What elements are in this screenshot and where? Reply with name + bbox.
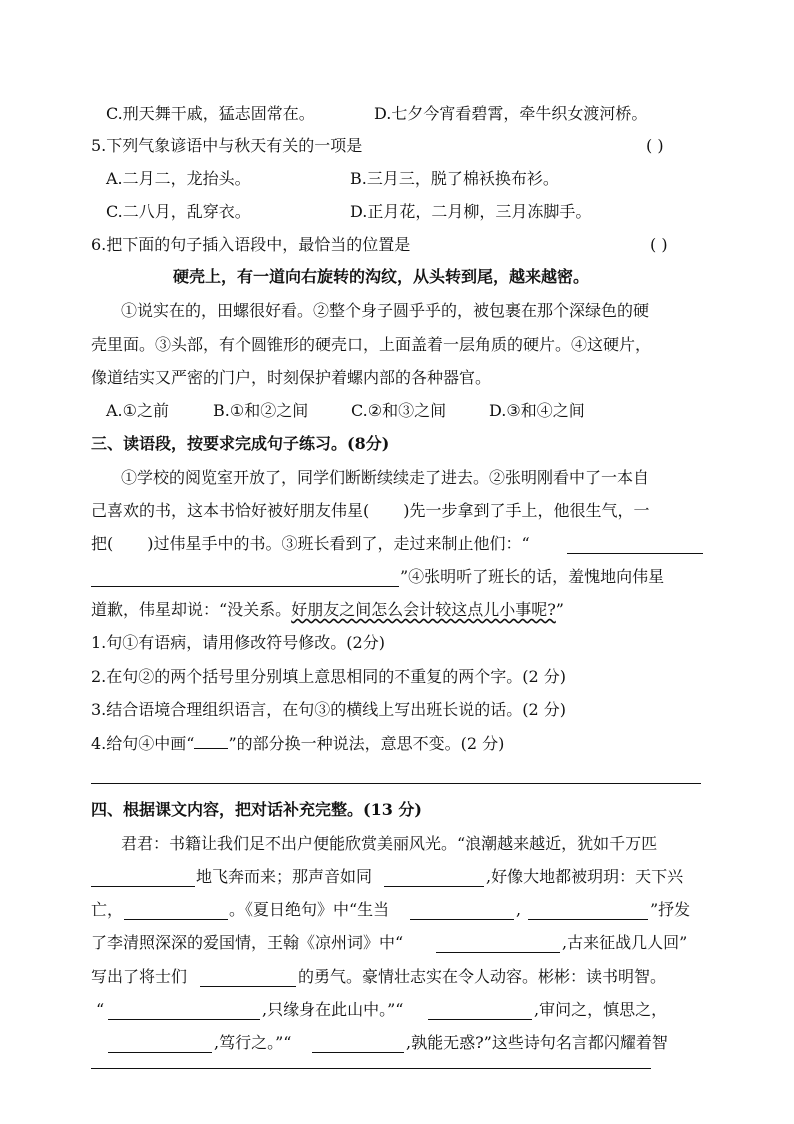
q5-answer-paren[interactable]: ( ) xyxy=(646,136,664,155)
sec4-line-3-d: ”抒发 xyxy=(650,900,691,919)
sec4-line-3-b: 。《夏日绝句》中“生当 xyxy=(229,900,390,919)
q6-insert-sentence: 硬壳上，有一道向右旋转的沟纹，从头转到尾，越来越密。 xyxy=(173,267,590,286)
sec4-blank-6[interactable] xyxy=(436,936,560,953)
sec4-line-6-a: “ xyxy=(96,1000,105,1019)
sec4-bottom-line[interactable] xyxy=(91,1068,651,1069)
q6-passage-line-2: 壳里面。③头部，有个圆锥形的硬壳口，上面盖着一层角质的硬片。④这硬片， xyxy=(91,335,652,354)
q6-passage-line-1: ①说实在的，田螺很好看。②整个身子圆乎乎的，被包裹在那个深绿色的硬 xyxy=(121,301,650,320)
sec4-line-6-c: ,审问之，慎思之， xyxy=(534,1000,668,1019)
q5-option-c: C.二八月，乱穿衣。 xyxy=(106,202,251,221)
sec4-line-7-b: ,笃行之。”“ xyxy=(214,1033,292,1052)
q6-option-c: C.②和③之间 xyxy=(351,401,447,420)
sec4-blank-3[interactable] xyxy=(124,903,228,920)
q6-answer-paren[interactable]: ( ) xyxy=(650,235,668,254)
sec3-task-1: 1.句①有语病，请用修改符号修改。(2分) xyxy=(91,633,385,652)
sec4-blank-4[interactable] xyxy=(410,903,514,920)
sec4-blank-10[interactable] xyxy=(108,1036,212,1053)
sec3-line2-part-b: )先一步拿到了手上，他很生气，一 xyxy=(403,501,650,520)
q5-option-a: A.二月二，龙抬头。 xyxy=(106,169,251,188)
sec4-line-2-b: ,好像大地都被玥玥：天下兴 xyxy=(486,867,684,886)
sec4-line-3-a: 亡， xyxy=(91,900,124,919)
sec3-underlined-sentence: 好朋友之间怎么会计较这点儿小事呢? xyxy=(291,600,556,619)
sec3-task4-part-a: 4.给句④中画“ xyxy=(91,734,195,753)
sec3-line3-part-a: 把( xyxy=(91,534,114,553)
sec3-monitor-speech-blank-1[interactable] xyxy=(567,537,703,554)
section-4-title: 四、根据课文内容，把对话补充完整。(13 分) xyxy=(91,800,422,819)
sec3-passage-line-2 xyxy=(91,500,650,522)
sec3-answer-line[interactable] xyxy=(91,783,701,784)
sec3-task4-part-b: ”的部分换一种说法，意思不变。(2 分) xyxy=(228,734,505,753)
sec4-line-5-a: 写出了将士们 xyxy=(91,967,188,986)
q6-passage-line-3: 像道结实又严密的门户，时刻保护着螺内部的各种器官。 xyxy=(91,368,492,387)
q5-stem: 5.下列气象谚语中与秋天有关的一项是 xyxy=(91,136,363,155)
q6-stem: 6.把下面的句子插入语段中，最恰当的位置是 xyxy=(91,235,411,254)
sec3-line5-part-b: ” xyxy=(555,600,564,619)
sec3-passage-line-1: ①学校的阅览室开放了，同学们断断续续走了进去。②张明刚看中了一本自 xyxy=(121,468,650,487)
sec3-monitor-speech-blank-2[interactable] xyxy=(91,570,399,587)
q6-option-d: D.③和④之间 xyxy=(489,401,585,420)
sec4-blank-1[interactable] xyxy=(91,870,195,887)
sec3-task-3: 3.结合语境合理组织语言，在句③的横线上写出班长说的话。(2 分) xyxy=(91,700,567,719)
sec4-line-3-c: , xyxy=(516,900,522,919)
sec3-passage-line-4: ”④张明听了班长的话，羞愧地向伟星 xyxy=(400,567,665,586)
sec3-task-2: 2.在句②的两个括号里分别填上意思相同的不重复的两个字。(2 分) xyxy=(91,667,567,686)
sec4-line-4-a: 了李清照深深的爱国情，王翰《凉州词》中“ xyxy=(91,933,404,952)
sec4-line-1: 君君：书籍让我们足不出户便能欣赏美丽风光。“浪潮越来越近，犹如千万匹 xyxy=(121,834,658,853)
q5-option-d: D.正月花，二月柳，三月冻脚手。 xyxy=(350,202,592,221)
sec4-blank-7[interactable] xyxy=(200,970,296,987)
q6-option-b: B.①和②之间 xyxy=(213,401,309,420)
sec3-passage-line-5 xyxy=(91,599,564,621)
sec4-blank-5[interactable] xyxy=(528,903,648,920)
sec4-line-2-a: 地飞奔而来；那声音如同 xyxy=(196,867,373,886)
sec4-blank-8[interactable] xyxy=(108,1003,260,1020)
q4-option-d: D.七夕今宵看碧霄，牵牛织女渡河桥。 xyxy=(374,104,648,123)
sec4-line-4-b: ,古来征战几人回” xyxy=(562,933,688,952)
sec4-line-7-c: ,孰能无惑?”这些诗句名言都闪耀着智 xyxy=(406,1033,668,1052)
sec4-blank-11[interactable] xyxy=(312,1036,404,1053)
q4-option-c: C.刑天舞干戚，猛志固常在。 xyxy=(106,104,315,123)
sec3-line3-part-b: )过伟星手中的书。③班长看到了，走过来制止他们：“ xyxy=(147,534,530,553)
sec3-line2-part-a: 己喜欢的书，这本书恰好被好朋友伟星( xyxy=(91,501,370,520)
sec4-line-5-b: 的勇气。豪情壮志实在令人动容。彬彬：读书明智。 xyxy=(298,967,667,986)
q5-option-b: B.三月三，脱了棉袄换布衫。 xyxy=(350,169,559,188)
sec4-blank-2[interactable] xyxy=(384,870,484,887)
q6-option-a: A.①之前 xyxy=(106,401,169,420)
sec3-task-4 xyxy=(91,732,504,755)
sec3-task4-underline-sample xyxy=(194,732,228,749)
sec3-passage-line-3 xyxy=(91,533,530,555)
sec4-blank-9[interactable] xyxy=(428,1003,532,1020)
sec4-line-6-b: ,只缘身在此山中。”“ xyxy=(262,1000,404,1019)
section-3-title: 三、读语段，按要求完成句子练习。(8分) xyxy=(91,434,390,453)
sec3-line5-part-a: 道歉，伟星却说：“没关系。 xyxy=(91,600,292,619)
